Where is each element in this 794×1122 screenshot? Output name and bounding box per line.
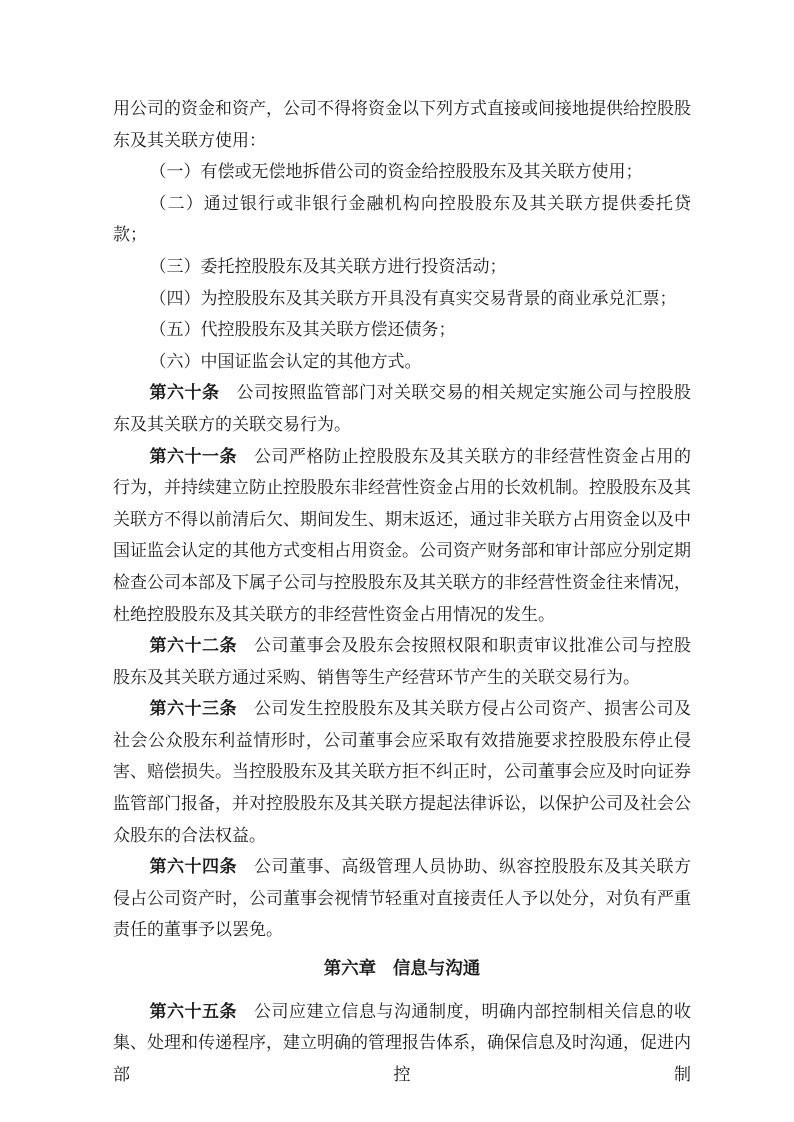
list-item-5: （五）代控股股东及其关联方偿还债务； <box>149 320 456 340</box>
page-content <box>113 93 691 1090</box>
article-60-label: 第六十条 <box>149 383 220 403</box>
article-64-label: 第六十四条 <box>149 857 238 877</box>
article-62 <box>113 630 691 693</box>
list-item-6: （六）中国证监会认定的其他方式。 <box>149 351 422 371</box>
article-64 <box>113 851 691 946</box>
article-60 <box>113 377 691 440</box>
article-62-text: 公司董事会及股东会按照权限和职责审议批准公司与控股股东及其关联方通过采购、销售等生产经营环节产生的关联交易行为。 <box>113 636 692 687</box>
chapter-title: 信息与沟通 <box>392 958 481 979</box>
list-item-1: （一）有偿或无偿地拆借公司的资金给控股股东及其关联方使用； <box>149 162 643 182</box>
article-65 <box>113 996 691 1091</box>
article-64-text: 公司董事、高级管理人员协助、纵容控股股东及其关联方侵占公司资产时，公司董事会视情节轻重对直接责任人予以处分，对负有严重责任的董事予以罢免。 <box>113 857 692 940</box>
chapter-heading <box>113 953 691 985</box>
article-65-label: 第六十五条 <box>149 1001 238 1021</box>
article-63-text: 公司发生控股股东及其关联方侵占公司资产、损害公司及社会公众股东利益情形时，公司董事会应采取有效措施要求控股股东停止侵害、赔偿损失。当控股股东及其关联方拒不纠正时，公司董事会应及时向证券监管部门报备，并对控股股东及其关联方提起法律诉讼，以保护公司及社会公众股东的合法权益。 <box>113 699 692 845</box>
article-61-text: 公司严格防止控股股东及其关联方的非经营性资金占用的行为，并持续建立防止控股股东非经营性资金占用的长效机制。控股股东及其关联方不得以前清后欠、期间发生、期末返还，通过非关联方占用资金以及中国证监会认定的其他方式变相占用资金。公司资产财务部和审计部应分别定期检查公司本部及下属子公司与控股股东及其关联方的非经营性资金往来情况，杜绝控股股东及其关联方的非经营性资金占用情况的发生。 <box>113 446 692 624</box>
article-61-label: 第六十一条 <box>149 446 238 466</box>
chapter-number: 第六章 <box>323 958 377 979</box>
article-60-text: 公司按照监管部门对关联交易的相关规定实施公司与控股股东及其关联方的关联交易行为。 <box>113 383 692 434</box>
article-61 <box>113 441 691 631</box>
article-63 <box>113 693 691 851</box>
article-65-text: 公司应建立信息与沟通制度，明确内部控制相关信息的收集、处理和传递程序，建立明确的管理报告体系，确保信息及时沟通，促进内部控制 <box>113 1001 692 1084</box>
continued-paragraph: 用公司的资金和资产，公司不得将资金以下列方式直接或间接地提供给控股股东及其关联方使用： <box>113 99 691 150</box>
list-item-3: （三）委托控股股东及其关联方进行投资活动； <box>149 256 507 276</box>
list-item-2: （二）通过银行或非银行金融机构向控股股东及其关联方提供委托贷款； <box>113 193 691 245</box>
list-item-4: （四）为控股股东及其关联方开具没有真实交易背景的商业承兑汇票； <box>149 288 677 308</box>
article-62-label: 第六十二条 <box>149 636 238 656</box>
article-63-label: 第六十三条 <box>149 699 238 719</box>
